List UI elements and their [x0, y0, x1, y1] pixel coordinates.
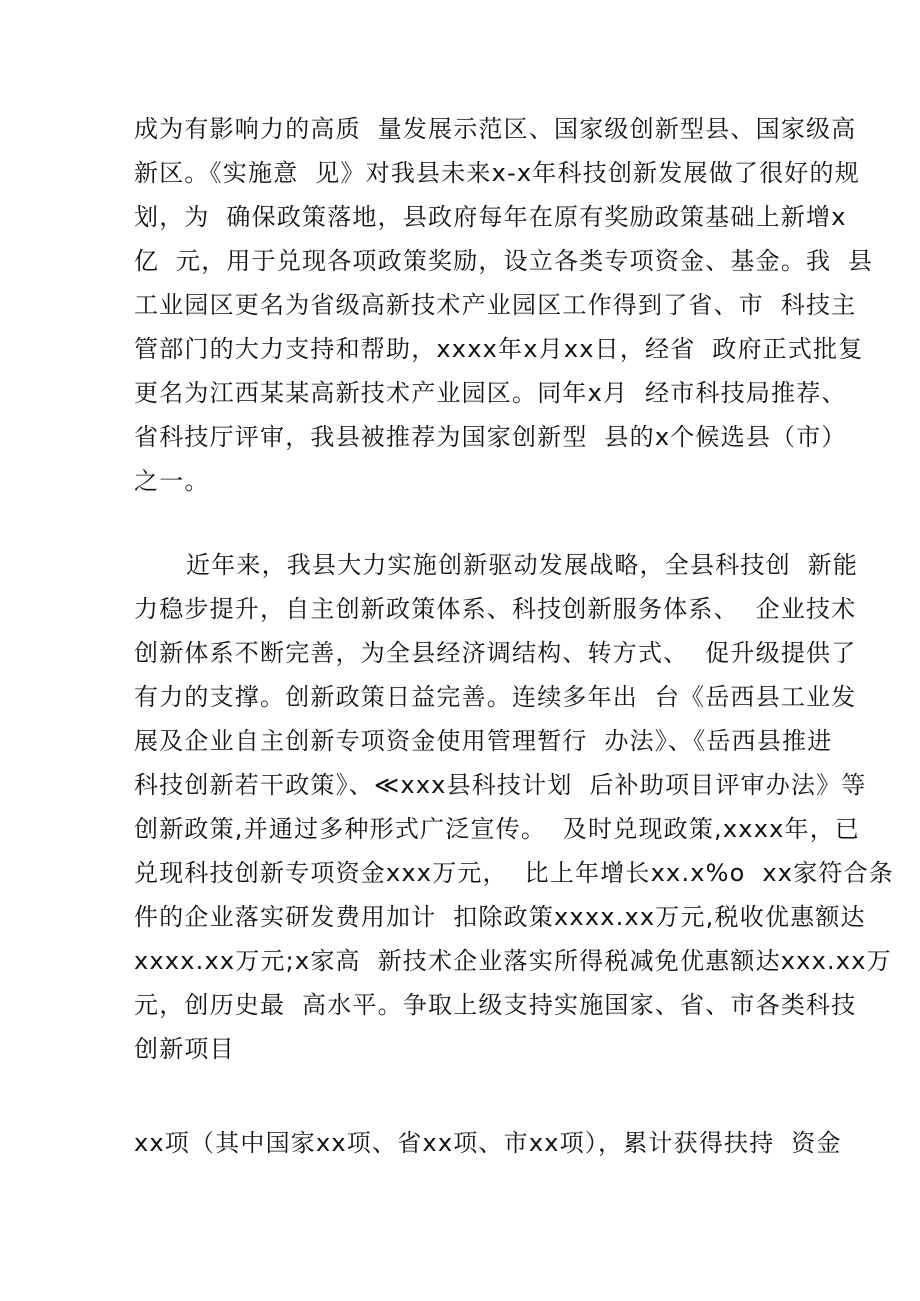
paragraph-1-line-1: 成为有影响力的高质 量发展示范区、国家级创新型县、国家级高 — [134, 115, 857, 143]
paragraph-2-line-11: 元，创历史最 高水平。争取上级支持实施国家、省、市各类科技 — [134, 991, 857, 1019]
paragraph-2-line-12: 创新项目 — [134, 1035, 235, 1063]
paragraph-2-line-2: 力稳步提升，自主创新政策体系、科技创新服务体系、 企业技术 — [134, 595, 857, 623]
paragraph-2-line-6: 科技创新若干政策》、≪xxx县科技计划 后补助项目评审办法》等 — [134, 771, 867, 799]
paragraph-2-line-9: 件的企业落实研发费用加计 扣除政策xxxx.xx万元,税收优惠额达 — [134, 903, 866, 931]
paragraph-1-line-5: 工业园区更名为省级高新技术产业园区工作得到了省、市 科技主 — [134, 291, 857, 319]
paragraph-2-line-3: 创新体系不断完善，为全县经济调结构、转方式、 促升级提供了 — [134, 639, 857, 667]
paragraph-1-line-2: 新区。《实施意 见》对我县未来x-x年科技创新发展做了很好的规 — [134, 159, 860, 187]
paragraph-1-line-4: 亿 元，用于兑现各项政策奖励，设立各类专项资金、基金。我 县 — [134, 247, 874, 275]
paragraph-2-line-4: 有力的支撑。创新政策日益完善。连续多年出 台《岳西县工业发 — [134, 683, 857, 711]
paragraph-2-line-7: 创新政策,并通过多种形式广泛宣传。 及时兑现政策,xxxx年，已 — [134, 815, 861, 843]
paragraph-3-line-1: xx项（其中国家xx项、省xx项、市xx项），累计获得扶持 资金 — [134, 1129, 842, 1157]
paragraph-1-line-6: 管部门的大力支持和帮助，xxxx年x月xx日，经省 政府正式批复 — [134, 335, 864, 363]
paragraph-1-line-3: 划，为 确保政策落地，县政府每年在原有奖励政策基础上新增x — [134, 203, 847, 231]
paragraph-1-line-9: 之一。 — [134, 467, 210, 495]
paragraph-2-line-10: xxxx.xx万元;x家高 新技术企业落实所得税减免优惠额达xxx.xx万 — [134, 947, 892, 975]
paragraph-2-line-5: 展及企业自主创新专项资金使用管理暂行 办法》、《岳西县推进 — [134, 727, 833, 755]
paragraph-2-line-1: 近年来，我县大力实施创新驱动发展战略，全县科技创 新能 — [186, 551, 859, 579]
paragraph-1-line-8: 省科技厅评审，我县被推荐为国家创新型 县的x个候选县（市） — [134, 423, 847, 451]
paragraph-2-line-8: 兑现科技创新专项资金xxx万元， 比上年增长xx.x%o xx家符合条 — [134, 859, 894, 887]
paragraph-1-line-7: 更名为江西某某高新技术产业园区。同年x月 经市科技局推荐、 — [134, 379, 847, 407]
